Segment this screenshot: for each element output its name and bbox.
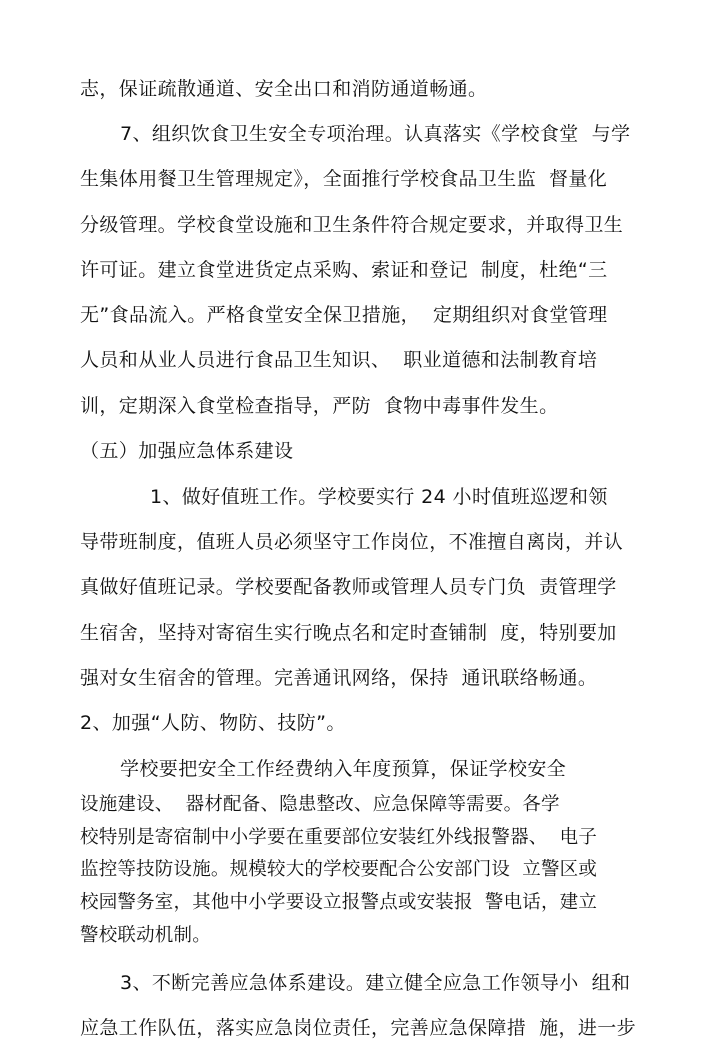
text-line: 许可证。建立食堂进货定点采购、索证和登记 制度，杜绝“三	[80, 259, 608, 281]
text-line: 设施建设、 器材配备、隐患整改、应急保障等需要。各学	[80, 794, 560, 815]
text-line: 真做好值班记录。学校要配备教师或管理人员专门负 责管理学	[80, 576, 617, 598]
text-line: 强对女生宿舍的管理。完善通讯网络，保持 通讯联络畅通。	[80, 667, 598, 689]
text-line: 监控等技防设施。规模较大的学校要配合公安部门设 立警区或	[80, 859, 598, 880]
text-line: 1、做好值班工作。学校要实行 24 小时值班巡逻和领	[150, 486, 608, 508]
text-line: 人员和从业人员进行食品卫生知识、 职业道德和法制教育培	[80, 349, 598, 371]
text-line: 生集体用餐卫生管理规定》，全面推行学校食品卫生监 督量化	[80, 168, 608, 190]
text-line: 7、组织饮食卫生安全专项治理。认真落实《学校食堂 与学	[120, 123, 631, 145]
text-line: 志，保证疏散通道、安全出口和消防通道畅通。	[80, 78, 488, 100]
text-line: 校特别是寄宿制中小学要在重要部位安装红外线报警器、 电子	[80, 827, 598, 848]
text-line: 学校要把安全工作经费纳入年度预算，保证学校安全	[120, 758, 567, 780]
text-line: 分级管理。学校食堂设施和卫生条件符合规定要求，并取得卫生	[80, 214, 624, 236]
text-line: 导带班制度，值班人员必须坚守工作岗位，不准擅自离岗，并认	[80, 531, 624, 553]
text-line: 校园警务室，其他中小学要设立报警点或安装报 警电话，建立	[80, 892, 598, 913]
subsection-heading: 2、加强“人防、物防、技防”。	[80, 712, 346, 734]
text-line: 警校联动机制。	[80, 925, 211, 946]
text-line: 生宿舍，坚持对寄宿生实行晚点名和定时查铺制 度，特别要加	[80, 622, 617, 644]
text-line: 3、不断完善应急体系建设。建立健全应急工作领导小 组和	[120, 972, 631, 994]
text-line: 应急工作队伍，落实应急岗位责任，完善应急保障措 施，进一步	[80, 1017, 637, 1039]
text-line: 训，定期深入食堂检查指导，严防 食物中毒事件发生。	[80, 395, 559, 417]
text-line: 无”食品流入。严格食堂安全保卫措施， 定期组织对食堂管理	[80, 304, 608, 326]
section-heading: （五）加强应急体系建设	[80, 440, 294, 462]
